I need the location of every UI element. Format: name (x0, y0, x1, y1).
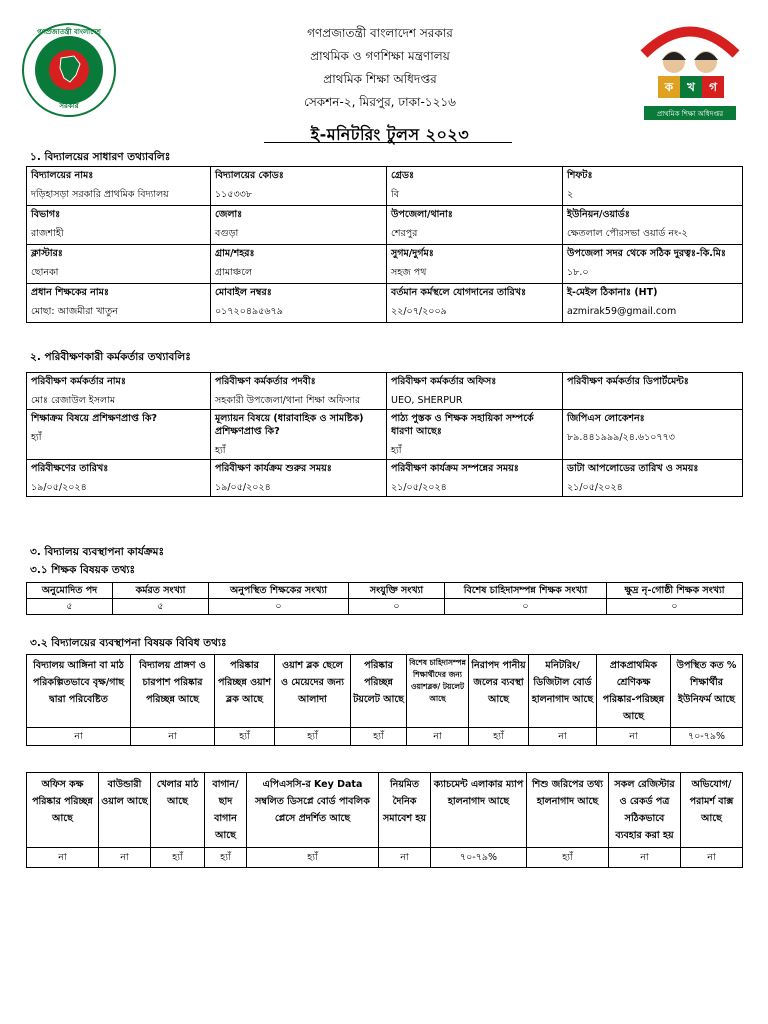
field-value: ২ (567, 189, 574, 200)
teacher-header-cell: অনুমোদিত পদ (27, 583, 113, 599)
section3-heading: ৩. বিদ্যালয় ব্যবস্থাপনা কার্যক্রমঃ (30, 546, 165, 558)
field-label: জেলাঃ (215, 209, 243, 220)
school-field (387, 245, 563, 284)
field-value: সহজ পথ (391, 267, 427, 278)
field-label: ক্লাস্টারঃ (31, 248, 63, 259)
school-row (27, 245, 743, 284)
mgmt-header-cell: বিদ্যালয় প্রাঙ্গণ ও চারপাশ পরিষ্কার পরিচ্ছন্ন আছে (131, 655, 215, 728)
officer-field (211, 460, 387, 497)
field-label: বিদ্যালয়ের কোডঃ (215, 170, 284, 181)
mgmt-value-cell: না (99, 848, 151, 868)
officer-field (211, 410, 387, 460)
logo-letter-3: গ (709, 80, 717, 94)
field-value: গ্রামাঞ্চলে (215, 267, 253, 278)
mgmt-value-cell: না (27, 848, 99, 868)
officer-row (27, 460, 743, 497)
teacher-header-cell: বিশেষ চাহিদাসম্পন্ন শিক্ষক সংখ্যা (445, 583, 607, 599)
field-label: পাঠ্য পুস্তক ও শিক্ষক সহায়িকা সম্পর্কে ধারণা আছেঃ (391, 413, 534, 437)
title-underline (264, 142, 512, 143)
officer-row (27, 410, 743, 460)
officer-field (563, 373, 743, 410)
field-label: পরিবীক্ষণ কার্যক্রম সম্পন্নের সময়ঃ (391, 463, 519, 474)
field-value: UEO, SHERPUR (391, 395, 463, 406)
field-value: ১৯/০৫/২০২৪ (31, 482, 87, 493)
officer-field (211, 373, 387, 410)
officer-field (27, 373, 211, 410)
mgmt-value-cell: না (27, 728, 131, 746)
mgmt-header-cell: অভিযোগ/ পরামর্শ বাক্স আছে (681, 773, 743, 848)
field-label: উপজেলা সদর থেকে সঠিক দুরত্বঃ-কি.মিঃ (567, 248, 726, 259)
officer-field (387, 373, 563, 410)
mgmt-value-cell: না (529, 728, 597, 746)
mgmt-header-cell: বিশেষ চাহিদাসম্পন্ন শিক্ষার্থীদের জন্য ওয়াশব্লক/ টয়লেট আছে (407, 655, 469, 728)
mgmt-value-cell: হ্যাঁ (275, 728, 351, 746)
field-value: হ্যাঁ (215, 445, 226, 456)
section2-heading: ২. পরিবীক্ষণকারী কর্মকর্তার তথ্যাবলিঃ (30, 351, 191, 363)
mgmt-value-cell: হ্যাঁ (469, 728, 529, 746)
mgmt-value-cell: ৭০-৭৯% (671, 728, 743, 746)
teacher-info-table (26, 582, 743, 615)
mgmt-value-cell: হ্যাঁ (527, 848, 609, 868)
field-label: প্রধান শিক্ষকের নামঃ (31, 287, 109, 298)
field-value: বি (391, 189, 400, 200)
mgmt-value-cell: না (131, 728, 215, 746)
mgmt-value-cell: না (681, 848, 743, 868)
field-value: ২২/০৭/২০০৯ (391, 306, 447, 317)
header-line-govt: গণপ্রজাতন্ত্রী বাংলাদেশ সরকার (307, 26, 453, 40)
officer-field (27, 410, 211, 460)
mgmt-header-cell: প্রাকপ্রাথমিক শ্রেণিকক্ষ পরিষ্কার-পরিচ্ছন্ন আছে (597, 655, 671, 728)
school-field (211, 284, 387, 323)
teacher-value-cell: ০ (209, 599, 349, 615)
school-field (387, 167, 563, 206)
mgmt-value-cell: হ্যাঁ (351, 728, 407, 746)
mgmt-header-cell: বাগান/ ছাদ বাগান আছে (205, 773, 247, 848)
field-value: শেরপুর (391, 228, 418, 239)
field-label: শিফটঃ (567, 170, 593, 181)
mgmt-value-cell: না (597, 728, 671, 746)
teacher-value-cell: ০ (349, 599, 445, 615)
mgmt-header-cell: সকল রেজিস্টার ও রেকর্ড পত্র সঠিকভাবে ব্যবহার করা হয় (609, 773, 681, 848)
field-value: ১১৫৩৩৮ (215, 189, 253, 200)
field-value: হ্যাঁ (31, 432, 42, 443)
field-label: বর্তমান কর্মস্থলে যোগদানের তারিখঃ (391, 287, 527, 298)
mgmt-header-cell: ক্যাচমেন্ট এলাকার ম্যাপ হালনাগাদ আছে (431, 773, 527, 848)
mgmt-value-cell: না (609, 848, 681, 868)
section3-2-heading: ৩.২ বিদ্যালয়ের ব্যবস্থাপনা বিষয়ক বিবিধ তথ্যঃ (30, 637, 227, 649)
officer-row (27, 373, 743, 410)
school-field (27, 167, 211, 206)
mgmt-value-cell: হ্যাঁ (151, 848, 205, 868)
header-line-ministry: প্রাথমিক ও গণশিক্ষা মন্ত্রণালয় (310, 49, 450, 63)
field-value: ক্ষেতলাল পৌরসভা ওয়ার্ড নং-২ (567, 228, 688, 239)
field-label: বিভাগঃ (31, 209, 61, 220)
field-label: পরিবীক্ষণ কর্মকর্তার পদবীঃ (215, 376, 316, 387)
school-field (27, 245, 211, 284)
field-value: মোঃ রেজাউল ইসলাম (31, 395, 116, 406)
teacher-value-cell: ৫ (113, 599, 209, 615)
field-value: azmirak59@gmail.com (567, 306, 677, 317)
mgmt-header-cell: ওয়াশ ব্লক ছেলে ও মেয়েদের জন্য আলাদা (275, 655, 351, 728)
management-table-2 (26, 772, 743, 868)
field-label: পরিবীক্ষণের তারিখঃ (31, 463, 109, 474)
mgmt-value-cell: হ্যাঁ (215, 728, 275, 746)
school-row (27, 284, 743, 323)
teacher-header-cell: কর্মরত সংখ্যা (113, 583, 209, 599)
form-title: ই-মনিটরিং টুলস ২০২৩ (310, 125, 470, 144)
field-label: মূল্যায়ন বিষয়ে (ধারাবাহিক ও সামষ্টিক) প্রশিক্ষণপ্রাপ্ত কি? (215, 413, 364, 437)
logo-letter-1: ক (664, 80, 674, 94)
officer-field (563, 410, 743, 460)
field-label: শিক্ষাক্রম বিষয়ে প্রশিক্ষণপ্রাপ্ত কি? (31, 413, 157, 424)
field-label: গ্রেডঃ (391, 170, 415, 181)
school-field (563, 284, 743, 323)
officer-field (27, 460, 211, 497)
mgmt-header-cell: অফিস কক্ষ পরিষ্কার পরিচ্ছন্ন আছে (27, 773, 99, 848)
school-field (563, 245, 743, 284)
field-label: ই-মেইল ঠিকানাঃ (HT) (567, 287, 658, 298)
field-value: ছোনকা (31, 267, 59, 278)
mgmt-header-cell: উপস্থিত কত % শিক্ষার্থীর ইউনিফর্ম আছে (671, 655, 743, 728)
school-field (211, 167, 387, 206)
teacher-header-cell: ক্ষুদ্র নৃ-গোষ্ঠী শিক্ষক সংখ্যা (607, 583, 743, 599)
field-value: মোছা: আজমীরা খাতুন (31, 306, 118, 317)
right-logo-caption: প্রাথমিক শিক্ষা অধিদপ্তর (656, 110, 724, 118)
school-field (27, 284, 211, 323)
field-label: পরিবীক্ষণ কর্মকর্তার নামঃ (31, 376, 126, 387)
section1-heading: ১. বিদ্যালয়ের সাধারণ তথ্যাবলিঃ (30, 151, 171, 163)
section3-1-heading: ৩.১ শিক্ষক বিষয়ক তথ্যঃ (30, 564, 136, 576)
mgmt-header-cell: বিদ্যালয় আঙ্গিনা বা মাঠ পরিকল্পিতভাবে বৃক্ষ/গাছ দ্বারা পরিবেষ্টিত (27, 655, 131, 728)
field-label: মোবাইল নম্বরঃ (215, 287, 272, 298)
mgmt-header-cell: মনিটরিং/ ডিজিটাল বোর্ড হালনাগাদ আছে (529, 655, 597, 728)
field-label: ডাটা আপলোডের তারিখ ও সময়ঃ (567, 463, 699, 474)
field-label: ইউনিয়ন/ওয়ার্ডঃ (567, 209, 630, 220)
field-label: সুগম/দুর্গমঃ (391, 248, 434, 259)
field-label: জিপিএস লোকেশনঃ (567, 413, 645, 424)
school-field (387, 206, 563, 245)
field-label: গ্রাম/শহরঃ (215, 248, 255, 259)
mgmt-header-cell: নিয়মিত দৈনিক সমাবেশ হয় (379, 773, 431, 848)
left-logo-text-top: গণপ্রজাতন্ত্রী বাংলাদেশ (37, 28, 101, 36)
field-value: ২১/০৫/২০২৪ (567, 482, 623, 493)
mgmt-value-cell: হ্যাঁ (247, 848, 379, 868)
field-value: হ্যাঁ (391, 445, 402, 456)
mgmt-value-cell: হ্যাঁ (205, 848, 247, 868)
school-row (27, 206, 743, 245)
school-row (27, 167, 743, 206)
header-line-address: সেকশন-২, মিরপুর, ঢাকা-১২১৬ (304, 95, 456, 109)
school-field (563, 206, 743, 245)
logo-letter-2: খ (687, 80, 695, 94)
mgmt-header-cell: শিশু জরিপের তথ্য হালনাগাদ আছে (527, 773, 609, 848)
field-value: ২১/০৫/২০২৪ (391, 482, 447, 493)
left-logo-text-bottom: সরকার (59, 102, 79, 110)
school-field (387, 284, 563, 323)
field-value: বগুড়া (215, 228, 239, 239)
mgmt-header-cell: খেলার মাঠ আছে (151, 773, 205, 848)
field-label: পরিবীক্ষণ কর্মকর্তার অফিসঃ (391, 376, 497, 387)
teacher-value-cell: ৫ (27, 599, 113, 615)
teacher-header-cell: অনুপস্থিত শিক্ষকের সংখ্যা (209, 583, 349, 599)
officer-info-table (26, 372, 743, 497)
field-value: ০১৭২০৪৯৫৬৭৯ (215, 306, 283, 317)
school-field (27, 206, 211, 245)
mgmt-value-cell: ৭০-৭৯% (431, 848, 527, 868)
teacher-value-cell: ০ (445, 599, 607, 615)
officer-field (563, 460, 743, 497)
field-label: বিদ্যালয়ের নামঃ (31, 170, 94, 181)
officer-field (387, 410, 563, 460)
field-value: ১৮.০ (567, 267, 589, 278)
mgmt-value-cell: না (379, 848, 431, 868)
field-label: পরিবীক্ষণ কার্যক্রম শুরুর সময়ঃ (215, 463, 332, 474)
management-table-1 (26, 654, 743, 746)
mgmt-value-cell: না (407, 728, 469, 746)
school-info-table (26, 166, 743, 323)
field-value: দড়িহাসড়া সরকারি প্রাথমিক বিদ্যালয় (31, 189, 169, 200)
field-value: ৮৯.৪৪১৯৯৯/২৪.৬১০৭৭৩ (567, 432, 675, 443)
school-field (563, 167, 743, 206)
teacher-value-cell: ০ (607, 599, 743, 615)
teacher-header-cell: সংযুক্তি সংখ্যা (349, 583, 445, 599)
right-logo-arc-text: সবার জন্য মানসম্মত শিক্ষা (650, 15, 734, 24)
mgmt-header-cell: এপিএসসি-র Key Data সম্বলিত ডিসপ্লে বোর্ড পাবলিক প্লেসে প্রদর্শিত আছে (247, 773, 379, 848)
school-field (211, 245, 387, 284)
field-value: সহকারী উপজেলা/থানা শিক্ষা অফিসার (215, 395, 361, 406)
mgmt-header-cell: নিরাপদ পানীয় জলের ব্যবস্থা আছে (469, 655, 529, 728)
header-line-directorate: প্রাথমিক শিক্ষা অধিদপ্তর (323, 72, 437, 86)
mgmt-header-cell: পরিষ্কার পরিচ্ছন্ন টয়লেট আছে (351, 655, 407, 728)
field-value: রাজশাহী (31, 228, 64, 239)
field-label: উপজেলা/থানাঃ (391, 209, 453, 220)
field-value: ১৯/০৫/২০২৪ (215, 482, 271, 493)
mgmt-header-cell: বাউন্ডারী ওয়াল আছে (99, 773, 151, 848)
mgmt-header-cell: পরিষ্কার পরিচ্ছন্ন ওয়াশ ব্লক আছে (215, 655, 275, 728)
field-label: পরিবীক্ষণ কর্মকর্তার ডিপার্টমেন্টঃ (567, 376, 689, 387)
header-block (180, 22, 580, 114)
officer-field (387, 460, 563, 497)
school-field (211, 206, 387, 245)
